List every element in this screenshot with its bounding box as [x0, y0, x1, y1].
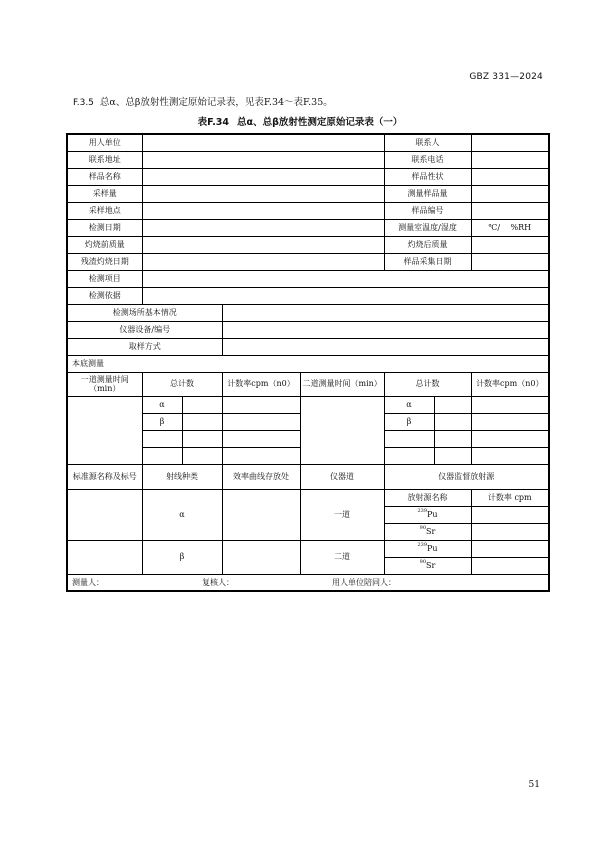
table-row — [67, 219, 549, 236]
std-source-beta-value[interactable] — [67, 540, 142, 574]
sr-symbol: Sr — [426, 526, 436, 536]
residue-date-label: 残渣灼烧日期 — [67, 253, 142, 270]
ch2-blank-label — [384, 447, 434, 464]
table-row — [67, 202, 549, 219]
channel-2: 二道 — [300, 540, 384, 574]
table-row — [67, 253, 549, 270]
table-row — [67, 134, 549, 151]
table-title: 总α、总β放射性测定原始记录表（一） — [237, 117, 403, 128]
sampling-method-label: 取样方式 — [67, 338, 222, 355]
table-row — [67, 574, 549, 591]
collect-date-value[interactable] — [471, 253, 549, 270]
measured-amount-label: 测量样品量 — [384, 185, 471, 202]
ch1-alpha-count[interactable] — [182, 396, 222, 413]
pu239-ch1-rate[interactable] — [471, 506, 549, 523]
ch1-time-value[interactable] — [67, 396, 142, 464]
pu-mass-number: 239 — [417, 507, 428, 514]
ch2-beta-rate[interactable] — [471, 413, 549, 430]
table-row — [67, 464, 549, 489]
background-section-title: 本底测量 — [67, 355, 549, 372]
table-row — [67, 355, 549, 372]
instrument-label: 仪器设备/编号 — [67, 321, 222, 338]
ch2-blank-count[interactable] — [434, 447, 471, 464]
table-row — [67, 304, 549, 321]
ch1-blank-count[interactable] — [182, 430, 222, 447]
user-unit-label: 用人单位 — [67, 134, 142, 151]
efficiency-beta-value[interactable] — [222, 540, 300, 574]
source-sr90-ch2 — [384, 557, 471, 574]
ch1-blank-rate[interactable] — [222, 447, 300, 464]
pu-symbol: Pu — [427, 509, 438, 519]
user-unit-value[interactable] — [142, 134, 384, 151]
pu-mass-number: 239 — [417, 541, 428, 548]
table-row — [67, 270, 549, 287]
ch1-blank-label — [142, 430, 182, 447]
ch1-blank-rate[interactable] — [222, 430, 300, 447]
sr-mass-number: 90 — [419, 558, 427, 565]
ch2-alpha-label: α — [384, 396, 434, 413]
ch2-alpha-rate[interactable] — [471, 396, 549, 413]
measured-by-label: 测量人： — [72, 577, 104, 587]
ch1-alpha-label: α — [142, 396, 182, 413]
table-row — [67, 372, 549, 396]
ray-type-header: 射线种类 — [142, 464, 222, 489]
sample-nature-label: 样品性状 — [384, 168, 471, 185]
source-pu239-ch1 — [384, 506, 471, 523]
pu239-ch2-rate[interactable] — [471, 540, 549, 557]
temp-humidity-label: 测量室温度/湿度 — [384, 219, 471, 236]
table-number: 表F.34 — [197, 117, 230, 128]
instrument-value[interactable] — [222, 321, 549, 338]
mass-before-value[interactable] — [142, 236, 384, 253]
contact-label: 联系人 — [384, 134, 471, 151]
mass-after-value[interactable] — [471, 236, 549, 253]
table-row — [67, 338, 549, 355]
table-row — [67, 185, 549, 202]
ray-type-alpha: α — [142, 489, 222, 540]
ch1-beta-count[interactable] — [182, 413, 222, 430]
ch1-beta-rate[interactable] — [222, 413, 300, 430]
table-row — [67, 287, 549, 304]
sampling-volume-label: 采样量 — [67, 185, 142, 202]
table-row — [67, 540, 549, 557]
ch1-blank-count[interactable] — [182, 447, 222, 464]
ch1-alpha-rate[interactable] — [222, 396, 300, 413]
std-source-alpha-value[interactable] — [67, 489, 142, 540]
sampling-method-value[interactable] — [222, 338, 549, 355]
mass-before-label: 灼烧前质量 — [67, 236, 142, 253]
mass-after-label: 灼烧后质量 — [384, 236, 471, 253]
intro-text: 总α、总β放射性测定原始记录表，见表F.34～表F.35。 — [99, 97, 333, 108]
escort-label: 用人单位陪同人： — [332, 577, 396, 587]
test-date-value[interactable] — [142, 219, 384, 236]
intro-paragraph — [73, 94, 333, 108]
source-name-header: 放射源名称 — [384, 489, 471, 506]
table-row — [67, 151, 549, 168]
table-row — [67, 168, 549, 185]
sample-id-label: 样品编号 — [384, 202, 471, 219]
sample-id-value[interactable] — [471, 202, 549, 219]
sample-nature-value[interactable] — [471, 168, 549, 185]
table-caption — [0, 114, 600, 128]
standard-code: GBZ 331—2024 — [469, 72, 543, 82]
source-pu239-ch2 — [384, 540, 471, 557]
ch1-beta-label: β — [142, 413, 182, 430]
signature-row — [67, 574, 549, 591]
table-row — [67, 236, 549, 253]
site-info-value[interactable] — [222, 304, 549, 321]
sr90-ch1-rate[interactable] — [471, 523, 549, 540]
ch2-total-count-header: 总计数 — [384, 372, 471, 396]
ch2-alpha-count[interactable] — [434, 396, 471, 413]
test-basis-label: 检测依据 — [67, 287, 142, 304]
sr-symbol: Sr — [426, 560, 436, 570]
monitor-source-header: 仪器监督放射源 — [384, 464, 549, 489]
measured-amount-value[interactable] — [471, 185, 549, 202]
ray-type-beta: β — [142, 540, 222, 574]
ch1-blank-label — [142, 447, 182, 464]
sampling-site-label: 采样地点 — [67, 202, 142, 219]
table-row — [67, 489, 549, 506]
efficiency-curve-header: 效率曲线存放处 — [222, 464, 300, 489]
ch1-count-rate-header: 计数率cpm（n0） — [222, 372, 300, 396]
std-source-header: 标准源名称及标号 — [67, 464, 142, 489]
sampling-site-value[interactable] — [142, 202, 384, 219]
section-number: F.3.5 — [73, 98, 94, 108]
sampling-volume-value[interactable] — [142, 185, 384, 202]
sample-name-value[interactable] — [142, 168, 384, 185]
ch2-time-header: 二道测量时间（min） — [300, 372, 384, 396]
test-item-label: 检测项目 — [67, 270, 142, 287]
ch2-count-rate-header: 计数率cpm（n0） — [471, 372, 549, 396]
ch1-time-header: 一道测量时间（min） — [67, 372, 142, 396]
contact-value[interactable] — [471, 134, 549, 151]
ch1-total-count-header: 总计数 — [142, 372, 222, 396]
temp-humidity-value[interactable]: ℃/ %RH — [471, 219, 549, 236]
page-number: 51 — [528, 780, 540, 790]
reviewed-by-label: 复核人： — [202, 577, 234, 587]
residue-date-value[interactable] — [142, 253, 384, 270]
test-date-label: 检测日期 — [67, 219, 142, 236]
ch2-beta-count[interactable] — [434, 413, 471, 430]
phone-value[interactable] — [471, 151, 549, 168]
ch2-blank-count[interactable] — [434, 430, 471, 447]
test-item-value[interactable] — [142, 270, 549, 287]
sample-name-label: 样品名称 — [67, 168, 142, 185]
table-row — [67, 396, 549, 413]
pu-symbol: Pu — [427, 543, 438, 553]
channel-header: 仪器道 — [300, 464, 384, 489]
count-rate-cpm-header: 计数率 cpm — [471, 489, 549, 506]
site-info-label: 检测场所基本情况 — [67, 304, 222, 321]
table-row — [67, 321, 549, 338]
efficiency-alpha-value[interactable] — [222, 489, 300, 540]
ch2-blank-label — [384, 430, 434, 447]
collect-date-label: 样品采集日期 — [384, 253, 471, 270]
sr-mass-number: 90 — [419, 524, 427, 531]
record-table — [66, 133, 550, 592]
ch2-blank-rate[interactable] — [471, 430, 549, 447]
sr90-ch2-rate[interactable] — [471, 557, 549, 574]
ch2-blank-rate[interactable] — [471, 447, 549, 464]
channel-1: 一道 — [300, 489, 384, 540]
source-sr90-ch1 — [384, 523, 471, 540]
test-basis-value[interactable] — [142, 287, 549, 304]
ch2-time-value[interactable] — [300, 396, 384, 464]
address-value[interactable] — [142, 151, 384, 168]
phone-label: 联系电话 — [384, 151, 471, 168]
address-label: 联系地址 — [67, 151, 142, 168]
ch2-beta-label: β — [384, 413, 434, 430]
